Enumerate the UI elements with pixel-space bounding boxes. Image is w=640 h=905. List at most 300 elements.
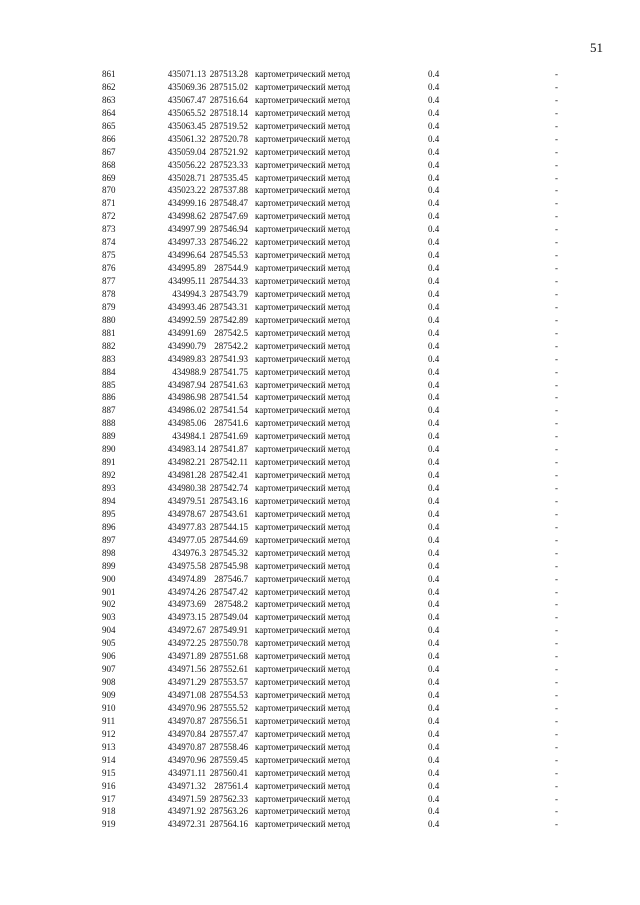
x-coordinate-cell: 434997.33 (167, 237, 206, 248)
table-row (0, 637, 640, 650)
method-cell: картометрический метод (255, 172, 351, 183)
method-cell: картометрический метод (255, 237, 351, 248)
y-coordinate-cell: 287543.79 (209, 288, 248, 299)
method-cell: картометрический метод (255, 159, 351, 170)
y-coordinate-cell: 287537.88 (209, 185, 248, 196)
x-coordinate-cell: 435028.71 (167, 172, 206, 183)
accuracy-cell: 0.4 (428, 353, 440, 364)
method-cell: картометрический метод (255, 185, 351, 196)
y-coordinate-cell: 287564.16 (209, 819, 248, 830)
accuracy-cell: 0.4 (428, 547, 440, 558)
accuracy-cell: 0.4 (428, 625, 440, 636)
description-cell: - (555, 418, 558, 429)
point-number-cell: 878 (102, 288, 116, 299)
accuracy-cell: 0.4 (428, 599, 440, 610)
point-number-cell: 864 (102, 107, 116, 118)
accuracy-cell: 0.4 (428, 780, 440, 791)
table-row (0, 793, 640, 806)
method-cell: картометрический метод (255, 702, 351, 713)
x-coordinate-cell: 434980.38 (167, 483, 206, 493)
table-row (0, 547, 640, 560)
y-coordinate-cell: 287554.53 (209, 690, 248, 700)
accuracy-cell: 0.4 (428, 133, 440, 144)
description-cell: - (555, 288, 558, 299)
y-coordinate-cell: 287516.64 (209, 94, 248, 105)
table-row (0, 379, 640, 392)
y-coordinate-cell: 287546.94 (209, 224, 248, 235)
accuracy-cell: 0.4 (428, 495, 440, 506)
description-cell: - (555, 431, 558, 442)
y-coordinate-cell: 287558.46 (209, 741, 248, 752)
table-row (0, 353, 640, 366)
method-cell: картометрический метод (255, 690, 351, 700)
x-coordinate-cell: 434985.06 (167, 418, 206, 429)
description-cell: - (555, 211, 558, 222)
accuracy-cell: 0.4 (428, 767, 440, 778)
method-cell: картометрический метод (255, 625, 351, 636)
description-cell: - (555, 599, 558, 610)
x-coordinate-cell: 434999.16 (167, 198, 206, 209)
accuracy-cell: 0.4 (428, 172, 440, 183)
description-cell: - (555, 586, 558, 597)
x-coordinate-cell: 434974.89 (167, 573, 206, 584)
point-number-cell: 886 (102, 392, 116, 403)
description-cell: - (555, 120, 558, 131)
y-coordinate-cell: 287550.78 (209, 638, 248, 649)
accuracy-cell: 0.4 (428, 508, 440, 519)
description-cell: - (555, 625, 558, 636)
y-coordinate-cell: 287560.41 (209, 767, 248, 778)
y-coordinate-cell: 287548.2 (214, 599, 248, 610)
accuracy-cell: 0.4 (428, 521, 440, 532)
point-number-cell: 876 (102, 263, 116, 274)
point-number-cell: 914 (102, 754, 116, 765)
point-number-cell: 896 (102, 521, 116, 532)
method-cell: картометрический метод (255, 263, 351, 274)
method-cell: картометрический метод (255, 547, 351, 558)
point-number-cell: 904 (102, 625, 116, 636)
description-cell: - (555, 521, 558, 532)
description-cell: - (555, 159, 558, 170)
method-cell: картометрический метод (255, 94, 351, 105)
description-cell: - (555, 146, 558, 157)
point-number-cell: 874 (102, 237, 116, 248)
table-row (0, 120, 640, 133)
method-cell: картометрический метод (255, 715, 351, 726)
accuracy-cell: 0.4 (428, 288, 440, 299)
point-number-cell: 909 (102, 690, 116, 700)
method-cell: картометрический метод (255, 431, 351, 442)
x-coordinate-cell: 434986.98 (167, 392, 206, 403)
table-row (0, 159, 640, 172)
x-coordinate-cell: 435071.13 (167, 69, 206, 79)
method-cell: картометрический метод (255, 418, 351, 429)
accuracy-cell: 0.4 (428, 94, 440, 105)
point-number-cell: 916 (102, 780, 116, 791)
table-row (0, 456, 640, 469)
description-cell: - (555, 702, 558, 713)
y-coordinate-cell: 287543.16 (209, 495, 248, 506)
description-cell: - (555, 237, 558, 248)
point-number-cell: 913 (102, 741, 116, 752)
description-cell: - (555, 250, 558, 261)
y-coordinate-cell: 287547.42 (209, 586, 248, 597)
table-row (0, 68, 640, 81)
description-cell: - (555, 314, 558, 325)
description-cell: - (555, 664, 558, 675)
point-number-cell: 875 (102, 250, 116, 261)
x-coordinate-cell: 434970.87 (167, 715, 206, 726)
y-coordinate-cell: 287555.52 (209, 702, 248, 713)
point-number-cell: 890 (102, 444, 116, 455)
accuracy-cell: 0.4 (428, 444, 440, 455)
table-row (0, 702, 640, 715)
table-row (0, 495, 640, 508)
accuracy-cell: 0.4 (428, 457, 440, 468)
accuracy-cell: 0.4 (428, 69, 440, 79)
description-cell: - (555, 508, 558, 519)
y-coordinate-cell: 287542.89 (209, 314, 248, 325)
description-cell: - (555, 81, 558, 92)
table-row (0, 818, 640, 831)
accuracy-cell: 0.4 (428, 741, 440, 752)
point-number-cell: 902 (102, 599, 116, 610)
method-cell: картометрический метод (255, 754, 351, 765)
method-cell: картометрический метод (255, 120, 351, 131)
point-number-cell: 879 (102, 301, 116, 312)
y-coordinate-cell: 287544.33 (209, 276, 248, 286)
method-cell: картометрический метод (255, 780, 351, 791)
accuracy-cell: 0.4 (428, 470, 440, 481)
y-coordinate-cell: 287542.5 (214, 327, 248, 338)
point-number-cell: 918 (102, 806, 116, 817)
description-cell: - (555, 767, 558, 778)
x-coordinate-cell: 434982.21 (167, 457, 206, 468)
description-cell: - (555, 301, 558, 312)
method-cell: картометрический метод (255, 353, 351, 364)
x-coordinate-cell: 434983.14 (167, 444, 206, 455)
method-cell: картометрический метод (255, 741, 351, 752)
x-coordinate-cell: 434995.89 (167, 263, 206, 274)
y-coordinate-cell: 287535.45 (209, 172, 248, 183)
table-row (0, 288, 640, 301)
y-coordinate-cell: 287541.6 (214, 418, 248, 429)
method-cell: картометрический метод (255, 327, 351, 338)
table-row (0, 469, 640, 482)
accuracy-cell: 0.4 (428, 431, 440, 442)
accuracy-cell: 0.4 (428, 379, 440, 390)
x-coordinate-cell: 434971.89 (167, 651, 206, 662)
method-cell: картометрический метод (255, 508, 351, 519)
x-coordinate-cell: 434991.69 (167, 327, 206, 338)
point-number-cell: 910 (102, 702, 116, 713)
method-cell: картометрический метод (255, 638, 351, 649)
point-number-cell: 883 (102, 353, 116, 364)
table-row (0, 404, 640, 417)
x-coordinate-cell: 434996.64 (167, 250, 206, 261)
point-number-cell: 872 (102, 211, 116, 222)
description-cell: - (555, 495, 558, 506)
accuracy-cell: 0.4 (428, 715, 440, 726)
point-number-cell: 898 (102, 547, 116, 558)
accuracy-cell: 0.4 (428, 250, 440, 261)
point-number-cell: 869 (102, 172, 116, 183)
point-number-cell: 868 (102, 159, 116, 170)
point-number-cell: 899 (102, 560, 116, 571)
x-coordinate-cell: 435056.22 (167, 159, 206, 170)
method-cell: картометрический метод (255, 534, 351, 545)
accuracy-cell: 0.4 (428, 638, 440, 649)
method-cell: картометрический метод (255, 819, 351, 830)
point-number-cell: 912 (102, 728, 116, 739)
description-cell: - (555, 793, 558, 804)
accuracy-cell: 0.4 (428, 366, 440, 377)
description-cell: - (555, 677, 558, 688)
x-coordinate-cell: 434975.58 (167, 560, 206, 571)
x-coordinate-cell: 434970.87 (167, 741, 206, 752)
accuracy-cell: 0.4 (428, 81, 440, 92)
accuracy-cell: 0.4 (428, 819, 440, 830)
method-cell: картометрический метод (255, 444, 351, 455)
method-cell: картометрический метод (255, 573, 351, 584)
y-coordinate-cell: 287553.57 (209, 677, 248, 688)
x-coordinate-cell: 435059.04 (167, 146, 206, 157)
method-cell: картометрический метод (255, 301, 351, 312)
x-coordinate-cell: 434970.96 (167, 702, 206, 713)
table-row (0, 314, 640, 327)
description-cell: - (555, 353, 558, 364)
x-coordinate-cell: 434973.69 (167, 599, 206, 610)
table-row (0, 741, 640, 754)
method-cell: картометрический метод (255, 107, 351, 118)
accuracy-cell: 0.4 (428, 483, 440, 493)
x-coordinate-cell: 435061.32 (167, 133, 206, 144)
table-row (0, 805, 640, 818)
description-cell: - (555, 560, 558, 571)
accuracy-cell: 0.4 (428, 677, 440, 688)
table-row (0, 508, 640, 521)
x-coordinate-cell: 434986.02 (167, 405, 206, 416)
table-row (0, 521, 640, 534)
point-number-cell: 881 (102, 327, 116, 338)
accuracy-cell: 0.4 (428, 185, 440, 196)
y-coordinate-cell: 287552.61 (209, 664, 248, 675)
method-cell: картометрический метод (255, 405, 351, 416)
table-row (0, 340, 640, 353)
method-cell: картометрический метод (255, 560, 351, 571)
point-number-cell: 862 (102, 81, 116, 92)
point-number-cell: 880 (102, 314, 116, 325)
table-row (0, 482, 640, 495)
description-cell: - (555, 379, 558, 390)
y-coordinate-cell: 287559.45 (209, 754, 248, 765)
table-row (0, 81, 640, 94)
y-coordinate-cell: 287542.11 (210, 457, 248, 468)
table-row (0, 689, 640, 702)
table-row (0, 715, 640, 728)
method-cell: картометрический метод (255, 276, 351, 286)
x-coordinate-cell: 435063.45 (167, 120, 206, 131)
point-number-cell: 908 (102, 677, 116, 688)
table-row (0, 146, 640, 159)
point-number-cell: 887 (102, 405, 116, 416)
accuracy-cell: 0.4 (428, 340, 440, 351)
y-coordinate-cell: 287548.47 (209, 198, 248, 209)
y-coordinate-cell: 287549.91 (209, 625, 248, 636)
method-cell: картометрический метод (255, 586, 351, 597)
description-cell: - (555, 547, 558, 558)
table-row (0, 573, 640, 586)
description-cell: - (555, 276, 558, 286)
method-cell: картометрический метод (255, 483, 351, 493)
page-number: 51 (590, 40, 603, 55)
y-coordinate-cell: 287551.68 (209, 651, 248, 662)
point-number-cell: 871 (102, 198, 116, 209)
method-cell: картометрический метод (255, 224, 351, 235)
x-coordinate-cell: 434998.62 (167, 211, 206, 222)
description-cell: - (555, 444, 558, 455)
description-cell: - (555, 340, 558, 351)
y-coordinate-cell: 287518.14 (209, 107, 248, 118)
point-number-cell: 894 (102, 495, 116, 506)
table-row (0, 172, 640, 185)
x-coordinate-cell: 434990.79 (167, 340, 206, 351)
y-coordinate-cell: 287544.15 (209, 521, 248, 532)
point-number-cell: 903 (102, 612, 116, 623)
y-coordinate-cell: 287544.9 (214, 263, 248, 274)
description-cell: - (555, 198, 558, 209)
point-number-cell: 915 (102, 767, 116, 778)
description-cell: - (555, 690, 558, 700)
accuracy-cell: 0.4 (428, 237, 440, 248)
method-cell: картометрический метод (255, 211, 351, 222)
point-number-cell: 911 (102, 715, 116, 726)
accuracy-cell: 0.4 (428, 573, 440, 584)
y-coordinate-cell: 287541.87 (209, 444, 248, 455)
point-number-cell: 861 (102, 69, 116, 79)
x-coordinate-cell: 434971.08 (167, 690, 206, 700)
method-cell: картометрический метод (255, 767, 351, 778)
point-number-cell: 900 (102, 573, 116, 584)
table-row (0, 327, 640, 340)
y-coordinate-cell: 287557.47 (209, 728, 248, 739)
x-coordinate-cell: 434971.56 (167, 664, 206, 675)
method-cell: картометрический метод (255, 146, 351, 157)
method-cell: картометрический метод (255, 470, 351, 481)
x-coordinate-cell: 434987.94 (167, 379, 206, 390)
y-coordinate-cell: 287542.2 (214, 340, 248, 351)
method-cell: картометрический метод (255, 366, 351, 377)
table-row (0, 560, 640, 573)
point-number-cell: 905 (102, 638, 116, 649)
x-coordinate-cell: 434971.92 (167, 806, 206, 817)
accuracy-cell: 0.4 (428, 690, 440, 700)
table-row (0, 728, 640, 741)
y-coordinate-cell: 287546.7 (214, 573, 248, 584)
description-cell: - (555, 94, 558, 105)
x-coordinate-cell: 434970.84 (167, 728, 206, 739)
y-coordinate-cell: 287541.63 (209, 379, 248, 390)
method-cell: картометрический метод (255, 288, 351, 299)
y-coordinate-cell: 287523.33 (209, 159, 248, 170)
table-row (0, 366, 640, 379)
description-cell: - (555, 754, 558, 765)
table-row (0, 210, 640, 223)
x-coordinate-cell: 434971.59 (167, 793, 206, 804)
accuracy-cell: 0.4 (428, 314, 440, 325)
y-coordinate-cell: 287521.92 (209, 146, 248, 157)
y-coordinate-cell: 287543.61 (209, 508, 248, 519)
accuracy-cell: 0.4 (428, 263, 440, 274)
y-coordinate-cell: 287515.02 (209, 81, 248, 92)
table-row (0, 391, 640, 404)
point-number-cell: 901 (102, 586, 116, 597)
description-cell: - (555, 457, 558, 468)
description-cell: - (555, 638, 558, 649)
accuracy-cell: 0.4 (428, 651, 440, 662)
accuracy-cell: 0.4 (428, 276, 440, 286)
table-row (0, 443, 640, 456)
table-row (0, 133, 640, 146)
point-number-cell: 877 (102, 276, 116, 286)
y-coordinate-cell: 287513.28 (209, 69, 248, 79)
method-cell: картометрический метод (255, 314, 351, 325)
method-cell: картометрический метод (255, 677, 351, 688)
x-coordinate-cell: 434997.99 (167, 224, 206, 235)
accuracy-cell: 0.4 (428, 301, 440, 312)
description-cell: - (555, 405, 558, 416)
x-coordinate-cell: 434973.15 (167, 612, 206, 623)
description-cell: - (555, 263, 558, 274)
method-cell: картометрический метод (255, 69, 351, 79)
y-coordinate-cell: 287541.54 (209, 392, 248, 403)
y-coordinate-cell: 287519.52 (209, 120, 248, 131)
description-cell: - (555, 612, 558, 623)
description-cell: - (555, 327, 558, 338)
table-row (0, 780, 640, 793)
method-cell: картометрический метод (255, 340, 351, 351)
description-cell: - (555, 728, 558, 739)
y-coordinate-cell: 287545.32 (209, 547, 248, 558)
accuracy-cell: 0.4 (428, 806, 440, 817)
method-cell: картометрический метод (255, 250, 351, 261)
x-coordinate-cell: 434971.11 (168, 767, 206, 778)
method-cell: картометрический метод (255, 793, 351, 804)
x-coordinate-cell: 434976.3 (172, 547, 206, 558)
description-cell: - (555, 819, 558, 830)
table-row (0, 534, 640, 547)
y-coordinate-cell: 287562.33 (209, 793, 248, 804)
x-coordinate-cell: 434971.32 (167, 780, 206, 791)
accuracy-cell: 0.4 (428, 418, 440, 429)
x-coordinate-cell: 435067.47 (167, 94, 206, 105)
table-row (0, 94, 640, 107)
x-coordinate-cell: 434971.29 (167, 677, 206, 688)
table-row (0, 767, 640, 780)
coordinates-table (0, 68, 640, 831)
table-row (0, 663, 640, 676)
y-coordinate-cell: 287549.04 (209, 612, 248, 623)
accuracy-cell: 0.4 (428, 793, 440, 804)
method-cell: картометрический метод (255, 728, 351, 739)
point-number-cell: 893 (102, 483, 116, 493)
description-cell: - (555, 69, 558, 79)
point-number-cell: 870 (102, 185, 116, 196)
y-coordinate-cell: 287545.98 (209, 560, 248, 571)
description-cell: - (555, 133, 558, 144)
description-cell: - (555, 573, 558, 584)
point-number-cell: 884 (102, 366, 116, 377)
